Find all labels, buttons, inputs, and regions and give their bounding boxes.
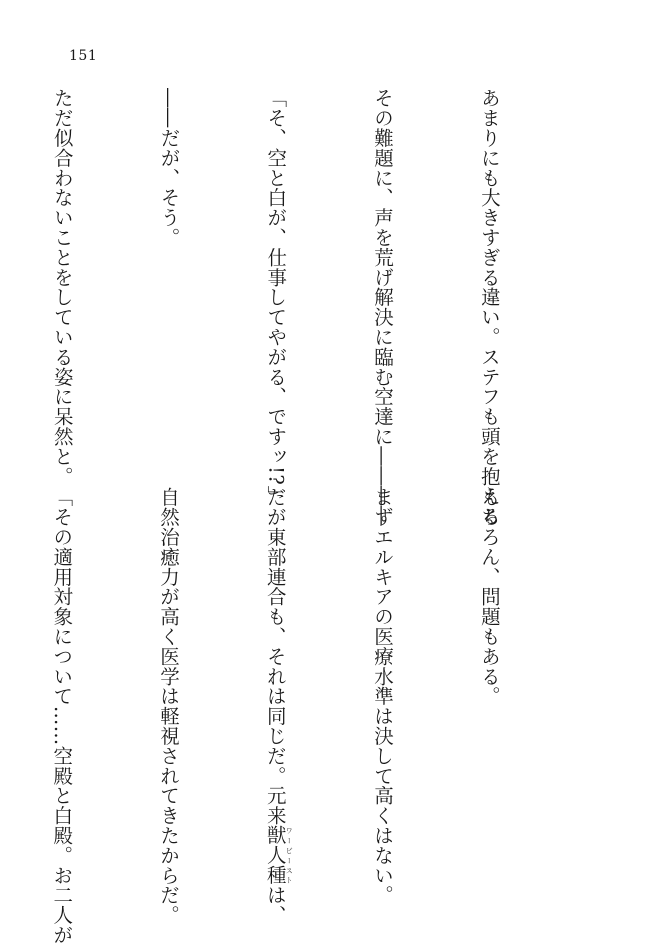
text-line-with-ruby bbox=[257, 487, 294, 925]
text-line: まずエルキアの医療水準は決して高くはない。 bbox=[371, 487, 395, 905]
ruby-base: 獣人種 bbox=[263, 825, 287, 886]
text-line: その難題に、声を荒げ解決に臨む空達に―――― bbox=[371, 88, 395, 526]
text-line: 自然治癒力が高く医学は軽視されてきたからだ。 bbox=[156, 487, 180, 925]
ruby-reading: ワービースト bbox=[285, 825, 294, 886]
text-line: あまりにも大きすぎる違い。ステフも頭を抱える bbox=[477, 88, 501, 526]
ruby-line-start: だが東部連合も、それは同じだ。元来 bbox=[263, 487, 287, 826]
text-block-upper bbox=[50, 88, 578, 526]
ruby-word bbox=[263, 825, 294, 886]
text-line: ただ似合わないことをしている姿に呆然と。 bbox=[50, 88, 74, 486]
ruby-line-rest: は、 bbox=[263, 885, 287, 925]
text-line: もちろん、問題もある。 bbox=[477, 487, 501, 706]
text-line: 「その適用対象について……空殿と白殿。お二人が bbox=[50, 487, 74, 945]
text-line: ――だが、そう。 bbox=[157, 88, 181, 248]
text-line: 「そ、空と白が、仕事してやがる、ですッ!?」 bbox=[264, 88, 288, 506]
page-number: 151 bbox=[69, 48, 98, 64]
text-block-lower bbox=[50, 487, 578, 945]
